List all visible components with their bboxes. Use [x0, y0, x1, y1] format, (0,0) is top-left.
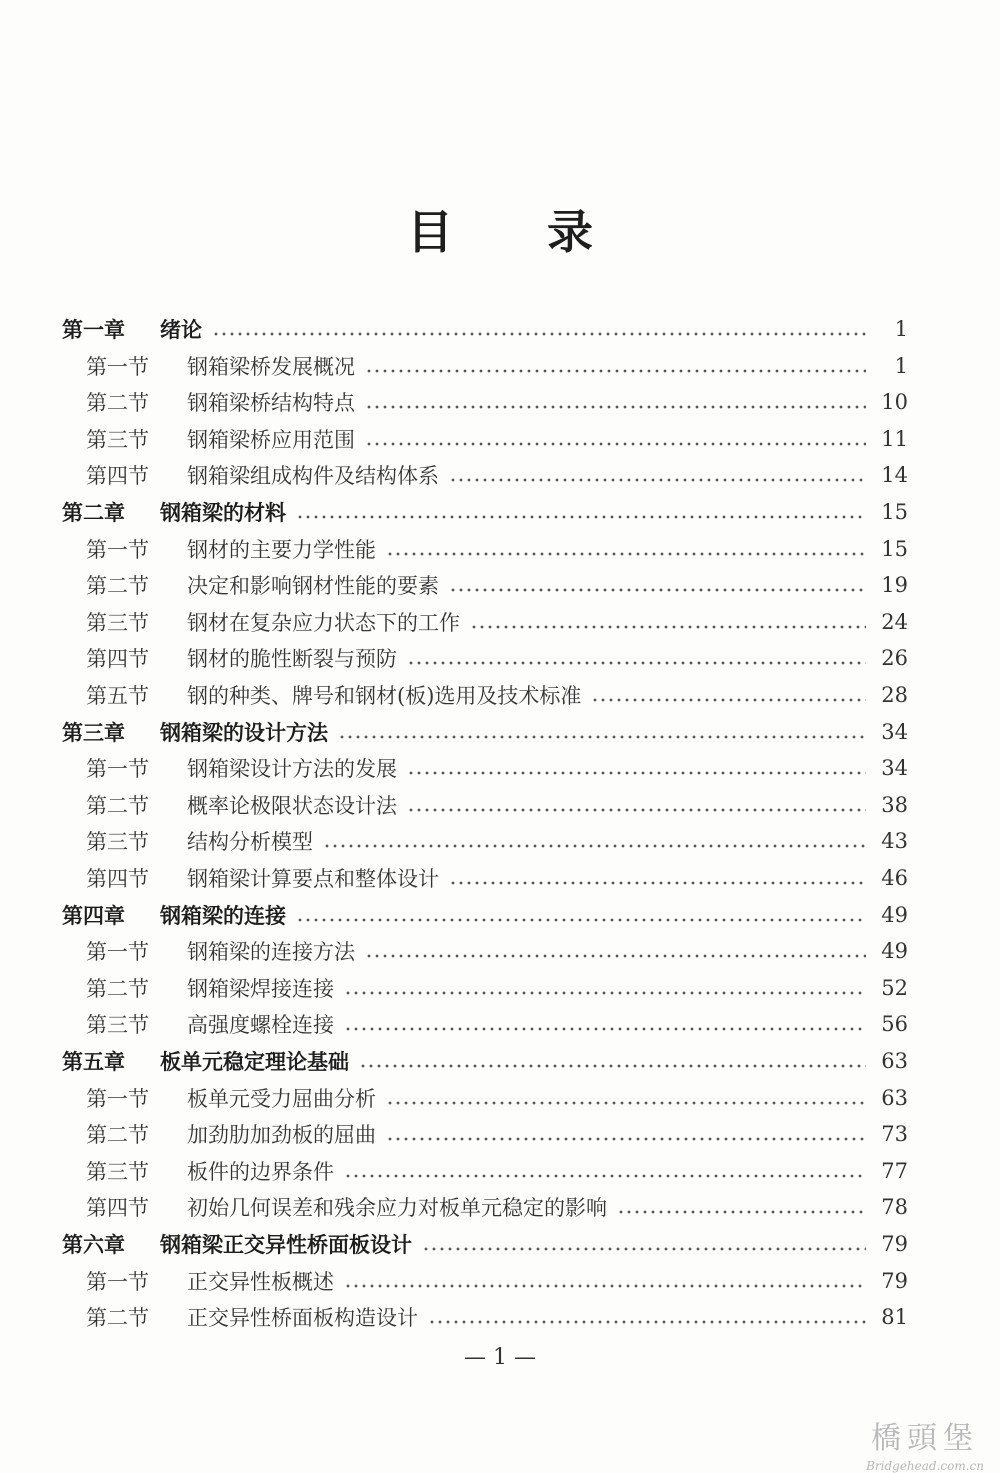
- dot-leader: [212, 332, 866, 336]
- toc-chapter-entry: [62, 1227, 908, 1261]
- toc-entry-page: 63: [881, 1085, 908, 1110]
- toc-section-entry: [86, 532, 908, 566]
- toc-entry-title: 钢材的主要力学性能: [187, 537, 376, 562]
- toc-entry-page: 14: [881, 463, 908, 488]
- toc-entry-page: 77: [881, 1158, 908, 1183]
- toc-entry-number: 第二节: [86, 574, 149, 599]
- toc-entry-number: 第一节: [86, 1269, 149, 1294]
- toc-chapter-entry: [62, 898, 908, 932]
- toc-entry-title: 钢箱梁组成构件及结构体系: [187, 464, 439, 489]
- dot-leader: [344, 991, 866, 995]
- dot-leader: [344, 1027, 866, 1031]
- dot-leader: [365, 369, 866, 373]
- toc-entry-title: 决定和影响钢材性能的要素: [187, 574, 439, 599]
- dot-leader: [386, 1101, 866, 1105]
- dot-leader: [449, 881, 866, 885]
- toc-entry-title: 正交异性桥面板构造设计: [187, 1306, 418, 1331]
- dot-leader: [449, 478, 866, 482]
- toc-entry-page: 79: [881, 1268, 908, 1293]
- toc-entry-title: 钢箱梁的连接方法: [187, 940, 355, 965]
- toc-entry-page: 56: [881, 1012, 908, 1037]
- toc-chapter-entry: [62, 312, 908, 346]
- toc-entry-number: 第四节: [86, 464, 149, 489]
- toc-entry-title: 概率论极限状态设计法: [187, 793, 397, 818]
- toc-entry-page: 52: [881, 975, 908, 1000]
- toc-entry-page: 10: [881, 390, 908, 415]
- watermark-url: Bridgehead.com.cn: [866, 1459, 984, 1473]
- dot-leader: [344, 1284, 866, 1288]
- toc-entry-number: 第二节: [86, 1123, 149, 1148]
- toc-entry-title: 钢箱梁桥应用范围: [187, 427, 355, 452]
- toc-section-entry: [86, 385, 908, 419]
- toc-entry-title: 高强度螺栓连接: [187, 1013, 334, 1038]
- toc-entry-page: 1: [894, 353, 908, 378]
- watermark-text: 橋頭堡: [871, 1421, 980, 1456]
- toc-section-entry: [86, 605, 908, 639]
- toc-section-entry: [86, 971, 908, 1005]
- toc-entry-page: 26: [881, 646, 908, 671]
- toc-entry-number: 第三章: [62, 720, 125, 745]
- dot-leader: [407, 661, 866, 665]
- toc-entry-number: 第三节: [86, 427, 149, 452]
- toc-entry-page: 24: [881, 609, 908, 634]
- toc-entry-page: 63: [881, 1049, 908, 1073]
- dot-leader: [359, 1064, 866, 1068]
- toc-entry-page: 1: [894, 317, 908, 341]
- dot-leader: [386, 1137, 866, 1141]
- toc-entry-number: 第二节: [86, 1306, 149, 1331]
- toc-chapter-entry: [62, 715, 908, 749]
- toc-entry-title: 钢箱梁桥结构特点: [187, 391, 355, 416]
- toc-entry-page: 11: [881, 426, 908, 451]
- toc-entry-title: 加劲肋加劲板的屈曲: [187, 1123, 376, 1148]
- dot-leader: [422, 1247, 866, 1251]
- toc-entry-page: 43: [881, 829, 908, 854]
- toc-entry-number: 第三节: [86, 1159, 149, 1184]
- toc-entry-number: 第四节: [86, 867, 149, 891]
- dot-leader: [365, 954, 866, 958]
- toc-entry-title: 板件的边界条件: [187, 1159, 334, 1184]
- toc-entry-page: 15: [881, 536, 908, 561]
- toc-entry-title: 绪论: [160, 318, 202, 342]
- toc-entry-page: 79: [881, 1232, 908, 1256]
- toc-section-entry: [86, 1264, 908, 1298]
- toc-section-entry: [86, 678, 908, 712]
- page-title: 目录: [407, 205, 687, 259]
- toc-entry-title: 钢箱梁桥发展概况: [187, 354, 355, 379]
- dot-leader: [617, 1210, 866, 1214]
- toc-section-entry: [86, 1154, 908, 1188]
- toc-chapter-entry: [62, 1044, 908, 1078]
- page-number: — 1 —: [464, 1345, 536, 1370]
- toc-section-entry: [86, 751, 908, 785]
- toc-entry-title: 初始几何误差和残余应力对板单元稳定的影响: [187, 1196, 607, 1221]
- toc-entry-page: 34: [881, 756, 908, 781]
- toc-section-entry: [86, 349, 908, 383]
- toc-entry-page: 49: [881, 902, 908, 927]
- toc-entry-title: 板单元受力屈曲分析: [187, 1086, 376, 1111]
- dot-leader: [323, 844, 866, 848]
- toc-entry-title: 钢材在复杂应力状态下的工作: [187, 610, 460, 635]
- toc-section-entry: [86, 861, 908, 895]
- dot-leader: [296, 918, 866, 922]
- toc-entry-number: 第三节: [86, 830, 149, 855]
- toc-entry-title: 正交异性板概述: [187, 1269, 334, 1294]
- toc-entry-number: 第一节: [86, 1086, 149, 1111]
- toc-entry-number: 第六章: [62, 1233, 125, 1257]
- toc-entry-page: 19: [881, 573, 908, 598]
- dot-leader: [365, 442, 866, 446]
- watermark-logo: [866, 1413, 984, 1473]
- toc-entry-title: 结构分析模型: [187, 830, 313, 855]
- toc-entry-page: 46: [881, 866, 908, 890]
- dot-leader: [365, 405, 866, 409]
- toc-entry-number: 第一节: [86, 354, 149, 379]
- toc-entry-number: 第二章: [62, 501, 125, 525]
- toc-entry-page: 28: [881, 683, 908, 707]
- toc-entry-number: 第二节: [86, 391, 149, 416]
- toc-entry-number: 第一章: [62, 318, 125, 342]
- toc-section-entry: [86, 824, 908, 858]
- toc-section-entry: [86, 1117, 908, 1151]
- toc-section-entry: [86, 1300, 908, 1334]
- toc-entry-number: 第二节: [86, 793, 149, 818]
- toc-entry-page: 73: [881, 1122, 908, 1147]
- toc-entry-title: 钢的种类、牌号和钢材(板)选用及技术标准: [187, 684, 582, 708]
- toc-section-entry: [86, 641, 908, 675]
- dot-leader: [344, 1174, 866, 1178]
- toc-entry-number: 第三节: [86, 610, 149, 635]
- toc-entry-number: 第三节: [86, 1013, 149, 1038]
- dot-leader: [407, 771, 866, 775]
- dot-leader: [591, 698, 866, 702]
- toc-section-entry: [86, 458, 908, 492]
- dot-leader: [428, 1320, 866, 1324]
- dot-leader: [386, 552, 866, 556]
- dot-leader: [296, 515, 866, 519]
- toc-entry-title: 钢箱梁计算要点和整体设计: [187, 867, 439, 891]
- toc-section-entry: [86, 934, 908, 968]
- toc-entry-page: 34: [881, 719, 908, 744]
- dot-leader: [338, 735, 866, 739]
- toc-entry-title: 钢箱梁的材料: [160, 501, 286, 525]
- dot-leader: [407, 808, 866, 812]
- toc-section-entry: [86, 1081, 908, 1115]
- toc-section-entry: [86, 788, 908, 822]
- toc-entry-title: 钢箱梁的连接: [160, 903, 286, 928]
- toc-entry-page: 78: [881, 1195, 908, 1220]
- toc-entry-title: 钢箱梁的设计方法: [160, 720, 328, 745]
- toc-entry-title: 板单元稳定理论基础: [160, 1050, 349, 1074]
- toc-entry-number: 第五章: [62, 1050, 125, 1074]
- toc-entry-title: 钢箱梁正交异性桥面板设计: [160, 1233, 412, 1257]
- toc-chapter-entry: [62, 495, 908, 529]
- toc-entry-page: 49: [881, 939, 908, 964]
- toc-entry-number: 第四节: [86, 647, 149, 672]
- toc-section-entry: [86, 1007, 908, 1041]
- toc-entry-title: 钢材的脆性断裂与预防: [187, 647, 397, 672]
- toc-entry-number: 第一节: [86, 537, 149, 562]
- dot-leader: [449, 588, 866, 592]
- toc-entry-page: 15: [881, 500, 908, 524]
- toc-entry-number: 第五节: [86, 684, 149, 708]
- toc-entry-title: 钢箱梁焊接连接: [187, 976, 334, 1001]
- toc-entry-number: 第一节: [86, 757, 149, 782]
- toc-section-entry: [86, 1190, 908, 1224]
- toc-section-entry: [86, 422, 908, 456]
- dot-leader: [470, 625, 866, 629]
- toc-entry-page: 38: [881, 792, 908, 817]
- toc-entry-number: 第四节: [86, 1196, 149, 1221]
- toc-entry-title: 钢箱梁设计方法的发展: [187, 757, 397, 782]
- toc-entry-number: 第一节: [86, 940, 149, 965]
- toc-entry-number: 第二节: [86, 976, 149, 1001]
- toc-entry-page: 81: [881, 1305, 908, 1330]
- toc-section-entry: [86, 568, 908, 602]
- toc-entry-number: 第四章: [62, 903, 125, 928]
